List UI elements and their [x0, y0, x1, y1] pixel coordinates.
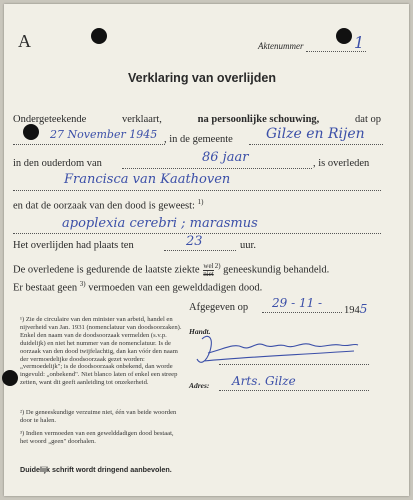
punch-hole-left-lower — [2, 370, 18, 386]
ziekte-choice — [203, 263, 214, 278]
footnote-1: ¹) Zie de circulaire van den minister van arbeid, handel en nijverheid van Jan. 1931 (nomenclatuur van doodsoorzaken). Enkel den naam van de doodsoorzaak vermelden (s.v.p. duidelijk) en niet het nummer van de nomenclatuur. Is de oorzaak van den dood twijfelachtig, dan kan vóór den naam der vermoedelijke doodsoorzaak gezet worden: „vermoedelijk"; is de doodsoorzaak onbekend, dan worde ingevuld: „onbekend". Niet blanco laten of enkel een streep zetten, want dit geeft aanleiding tot onzekerheid. — [20, 316, 182, 387]
geweld-text: Er bestaat geen — [13, 282, 78, 294]
gemeente-label: , in de gemeente — [164, 134, 233, 145]
oorzaak-text: en dat de oorzaak van den dood is geweest: — [13, 200, 195, 212]
time-handwritten: 23 — [186, 234, 203, 249]
body-line-1 — [13, 114, 381, 125]
name-dots — [13, 190, 381, 191]
footnote-2: ²) De geneeskundige verzuime niet, één van beide woorden door te halen. — [20, 409, 177, 424]
time-suffix: uur. — [240, 240, 257, 251]
time-prefix: Het overlijden had plaats ten — [13, 240, 134, 251]
overleden-label: , is overleden — [313, 158, 370, 169]
ziekte-sup: 2) — [214, 262, 221, 270]
line1-prefix: Ondergeteekende — [13, 114, 87, 125]
line1-suffix: dat op — [355, 114, 381, 125]
name-handwritten: Francisca van Kaathoven — [64, 172, 231, 187]
afgegeven-date: 29 - 11 - — [272, 296, 323, 310]
line1-bold: na persoonlijke schouwing, — [197, 114, 320, 125]
page-title: Verklaring van overlijden — [128, 71, 276, 85]
form-letter: A — [18, 31, 31, 51]
oorzaak-label — [13, 198, 203, 212]
ziekte-line — [13, 262, 329, 278]
footer-note: Duidelijk schrift wordt dringend aanbevolen. — [20, 465, 172, 474]
akte-label: Aktenummer — [258, 41, 304, 51]
afgegeven-dots — [262, 312, 342, 313]
year-handwritten: 5 — [359, 302, 368, 316]
adres-label: Adres: — [189, 381, 210, 390]
adres-dots — [219, 390, 369, 391]
geweld-sup: 3) — [79, 280, 86, 288]
time-dots — [164, 250, 236, 251]
afgegeven-label: Afgegeven op — [189, 302, 249, 313]
ziekte-wel: wel — [203, 261, 214, 270]
ziekte-prefix: De overledene is gedurende de laatste ziekte — [13, 264, 200, 276]
cause-handwritten: apoplexia cerebri ; marasmus — [62, 216, 258, 231]
ziekte-niet: niet — [203, 269, 214, 278]
geweld-suffix: vermoeden van een gewelddadigen dood. — [88, 282, 263, 294]
gemeente-dots — [249, 144, 383, 145]
death-declaration-form — [4, 4, 409, 496]
handt-label: Handt. — [189, 327, 211, 336]
age-handwritten: 86 jaar — [202, 150, 249, 165]
geweld-line — [13, 280, 262, 294]
age-dots — [122, 168, 312, 169]
year-printed: 194 — [344, 305, 360, 316]
signature-scribble — [194, 329, 364, 373]
gemeente-handwritten: Gilze en Rijen — [266, 126, 365, 142]
punch-hole-left-upper — [23, 124, 39, 140]
punch-hole-top — [91, 28, 107, 44]
ziekte-suffix: geneeskundig behandeld. — [223, 264, 330, 276]
adres-handwritten: Arts. Gilze — [232, 374, 296, 388]
signature-dots — [219, 364, 369, 365]
date-handwritten: 27 November 1945 — [50, 128, 158, 141]
punch-hole-top-right — [336, 28, 352, 44]
line1-mid: verklaart, — [122, 114, 162, 125]
afgegeven-year — [344, 302, 367, 316]
footnote-3: ³) Indien vermoeden van een gewelddadigen dood bestaat, het woord „geen" doorhalen. — [20, 430, 174, 445]
akte-number: 1 — [354, 33, 365, 52]
ouderdom-label: in den ouderdom van — [13, 158, 102, 169]
oorzaak-sup: 1) — [197, 198, 204, 206]
date-dots — [13, 144, 165, 145]
